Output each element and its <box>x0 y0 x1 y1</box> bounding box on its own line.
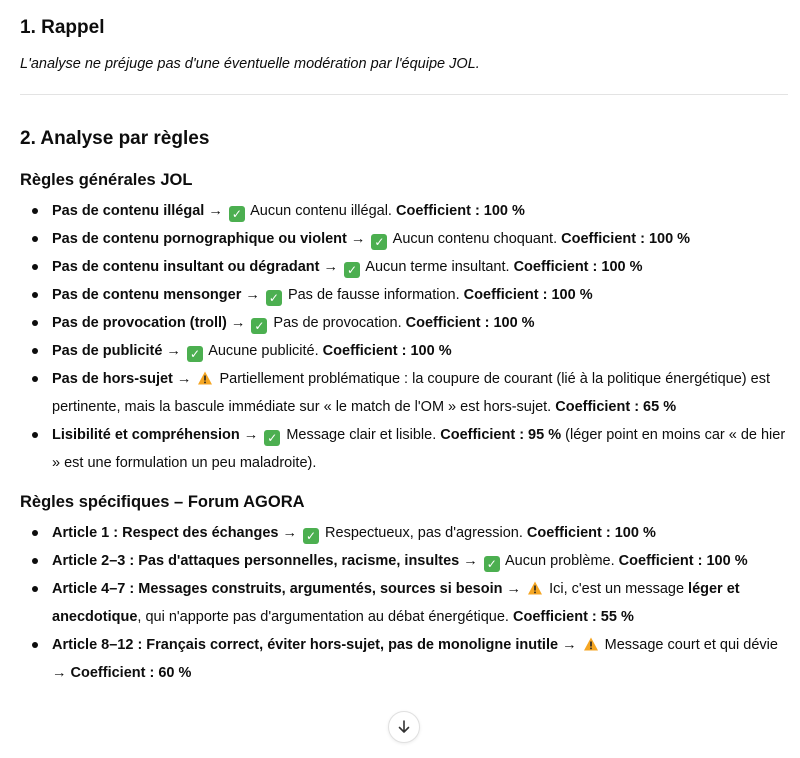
rule-coefficient: Coefficient : 100 % <box>618 553 748 569</box>
rule-arrow: → <box>346 231 370 247</box>
rule-name: Article 1 : Respect des échanges <box>52 525 279 541</box>
rule-item <box>52 309 788 337</box>
rule-coefficient: Coefficient : 65 % <box>555 399 677 415</box>
rule-assessment: Message clair et lisible. <box>282 427 441 443</box>
check-icon: ✓ <box>251 318 267 334</box>
check-icon: ✓ <box>187 346 203 362</box>
warning-icon <box>197 370 213 386</box>
rule-coefficient: Coefficient : 55 % <box>512 609 634 625</box>
rule-assessment: Pas de provocation. <box>269 315 406 331</box>
check-icon: ✓ <box>484 556 500 572</box>
check-icon: ✓ <box>264 430 280 446</box>
rule-item <box>52 575 788 631</box>
section-1-title: 1. Rappel <box>20 17 105 38</box>
rule-arrow: → <box>459 553 482 569</box>
rule-arrow: → <box>558 637 581 653</box>
rule-item <box>52 337 788 365</box>
scroll-down-button[interactable] <box>388 711 420 743</box>
rule-arrow: → <box>172 371 196 387</box>
rule-item <box>52 421 788 477</box>
rule-item <box>52 253 788 281</box>
rule-item <box>52 281 788 309</box>
rule-item <box>52 631 788 687</box>
rule-arrow: → <box>278 525 302 541</box>
rule-coefficient: Coefficient : 100 % <box>526 525 656 541</box>
specific-rules-list <box>20 519 788 687</box>
rule-assessment: Aucun terme insultant. <box>362 259 514 275</box>
check-icon: ✓ <box>229 206 245 222</box>
rule-coefficient: Coefficient : 100 % <box>396 203 525 219</box>
rule-item <box>52 365 788 421</box>
check-icon: ✓ <box>344 262 360 278</box>
rule-name: Lisibilité et compréhension <box>52 427 240 443</box>
rule-assessment: Ici, c'est un message <box>545 581 689 597</box>
rule-name: Pas de contenu pornographique ou violent <box>52 231 347 247</box>
rule-arrow: → <box>239 427 263 443</box>
rule-name: Pas de provocation (troll) <box>52 315 227 331</box>
arrow-down-icon <box>396 719 412 735</box>
section-2-title: 2. Analyse par règles <box>20 128 210 149</box>
rule-assessment: Aucun contenu choquant. <box>389 231 562 247</box>
rule-item <box>52 197 788 225</box>
rule-name: Pas de publicité <box>52 343 163 359</box>
check-icon: ✓ <box>303 528 319 544</box>
rule-arrow: → <box>162 343 185 359</box>
rule-coefficient: Coefficient : 100 % <box>513 259 643 275</box>
warning-icon <box>527 580 543 596</box>
rule-name: Article 4–7 : Messages construits, argumentés, sources si besoin <box>52 581 503 597</box>
rule-arrow: → <box>204 203 227 219</box>
rule-name: Pas de contenu illégal <box>52 203 205 219</box>
warning-icon <box>583 636 599 652</box>
rule-assessment: Aucun problème. <box>501 553 619 569</box>
check-icon: ✓ <box>371 234 387 250</box>
rule-name: Pas de contenu mensonger <box>52 287 242 303</box>
general-rules-list <box>20 197 788 477</box>
rule-assessment: Message court et qui dévie → <box>52 637 778 681</box>
general-rules-title: Règles générales JOL <box>20 171 193 189</box>
check-icon: ✓ <box>266 290 282 306</box>
rule-name: Pas de contenu insultant ou dégradant <box>52 259 320 275</box>
rule-coefficient: Coefficient : 100 % <box>561 231 691 247</box>
rule-arrow: → <box>241 287 264 303</box>
rule-name: Article 2–3 : Pas d'attaques personnelles, racisme, insultes <box>52 553 460 569</box>
rule-assessment: Aucun contenu illégal. <box>246 203 396 219</box>
rule-coefficient: Coefficient : 60 % <box>70 665 192 681</box>
rule-arrow: → <box>319 259 343 275</box>
rule-emphasis: léger et anecdotique <box>52 581 740 625</box>
specific-rules-title: Règles spécifiques – Forum AGORA <box>20 493 305 511</box>
section-1-text: L'analyse ne préjuge pas d'une éventuelle modération par l'équipe JOL. <box>20 56 480 72</box>
rule-item <box>52 547 788 575</box>
rule-assessment: Partiellement problématique : la coupure de courant (lié à la politique énergétique) est pertinente, mais la bascule immédiate sur « le match de l'OM » est hors-sujet. <box>52 371 770 415</box>
rule-assessment-cont: , qui n'apporte pas d'argumentation au débat énergétique. <box>137 609 513 625</box>
rule-coefficient: Coefficient : 100 % <box>405 315 535 331</box>
rule-coefficient: Coefficient : 100 % <box>322 343 452 359</box>
rule-arrow: → <box>226 315 250 331</box>
rule-assessment: Respectueux, pas d'agression. <box>321 525 527 541</box>
rule-name: Pas de hors-sujet <box>52 371 173 387</box>
rule-arrow: → <box>502 581 526 597</box>
rule-name: Article 8–12 : Français correct, éviter hors-sujet, pas de monoligne inutile <box>52 637 559 653</box>
rule-coefficient: Coefficient : 100 % <box>463 287 593 303</box>
rule-item <box>52 225 788 253</box>
rule-coefficient: Coefficient : 95 % <box>440 427 562 443</box>
rule-note: (léger point en moins car « de hier » est une formulation un peu maladroite). <box>52 427 786 471</box>
rule-assessment: Aucune publicité. <box>204 343 323 359</box>
divider <box>20 94 788 95</box>
rule-item <box>52 519 788 547</box>
rule-assessment: Pas de fausse information. <box>283 287 464 303</box>
